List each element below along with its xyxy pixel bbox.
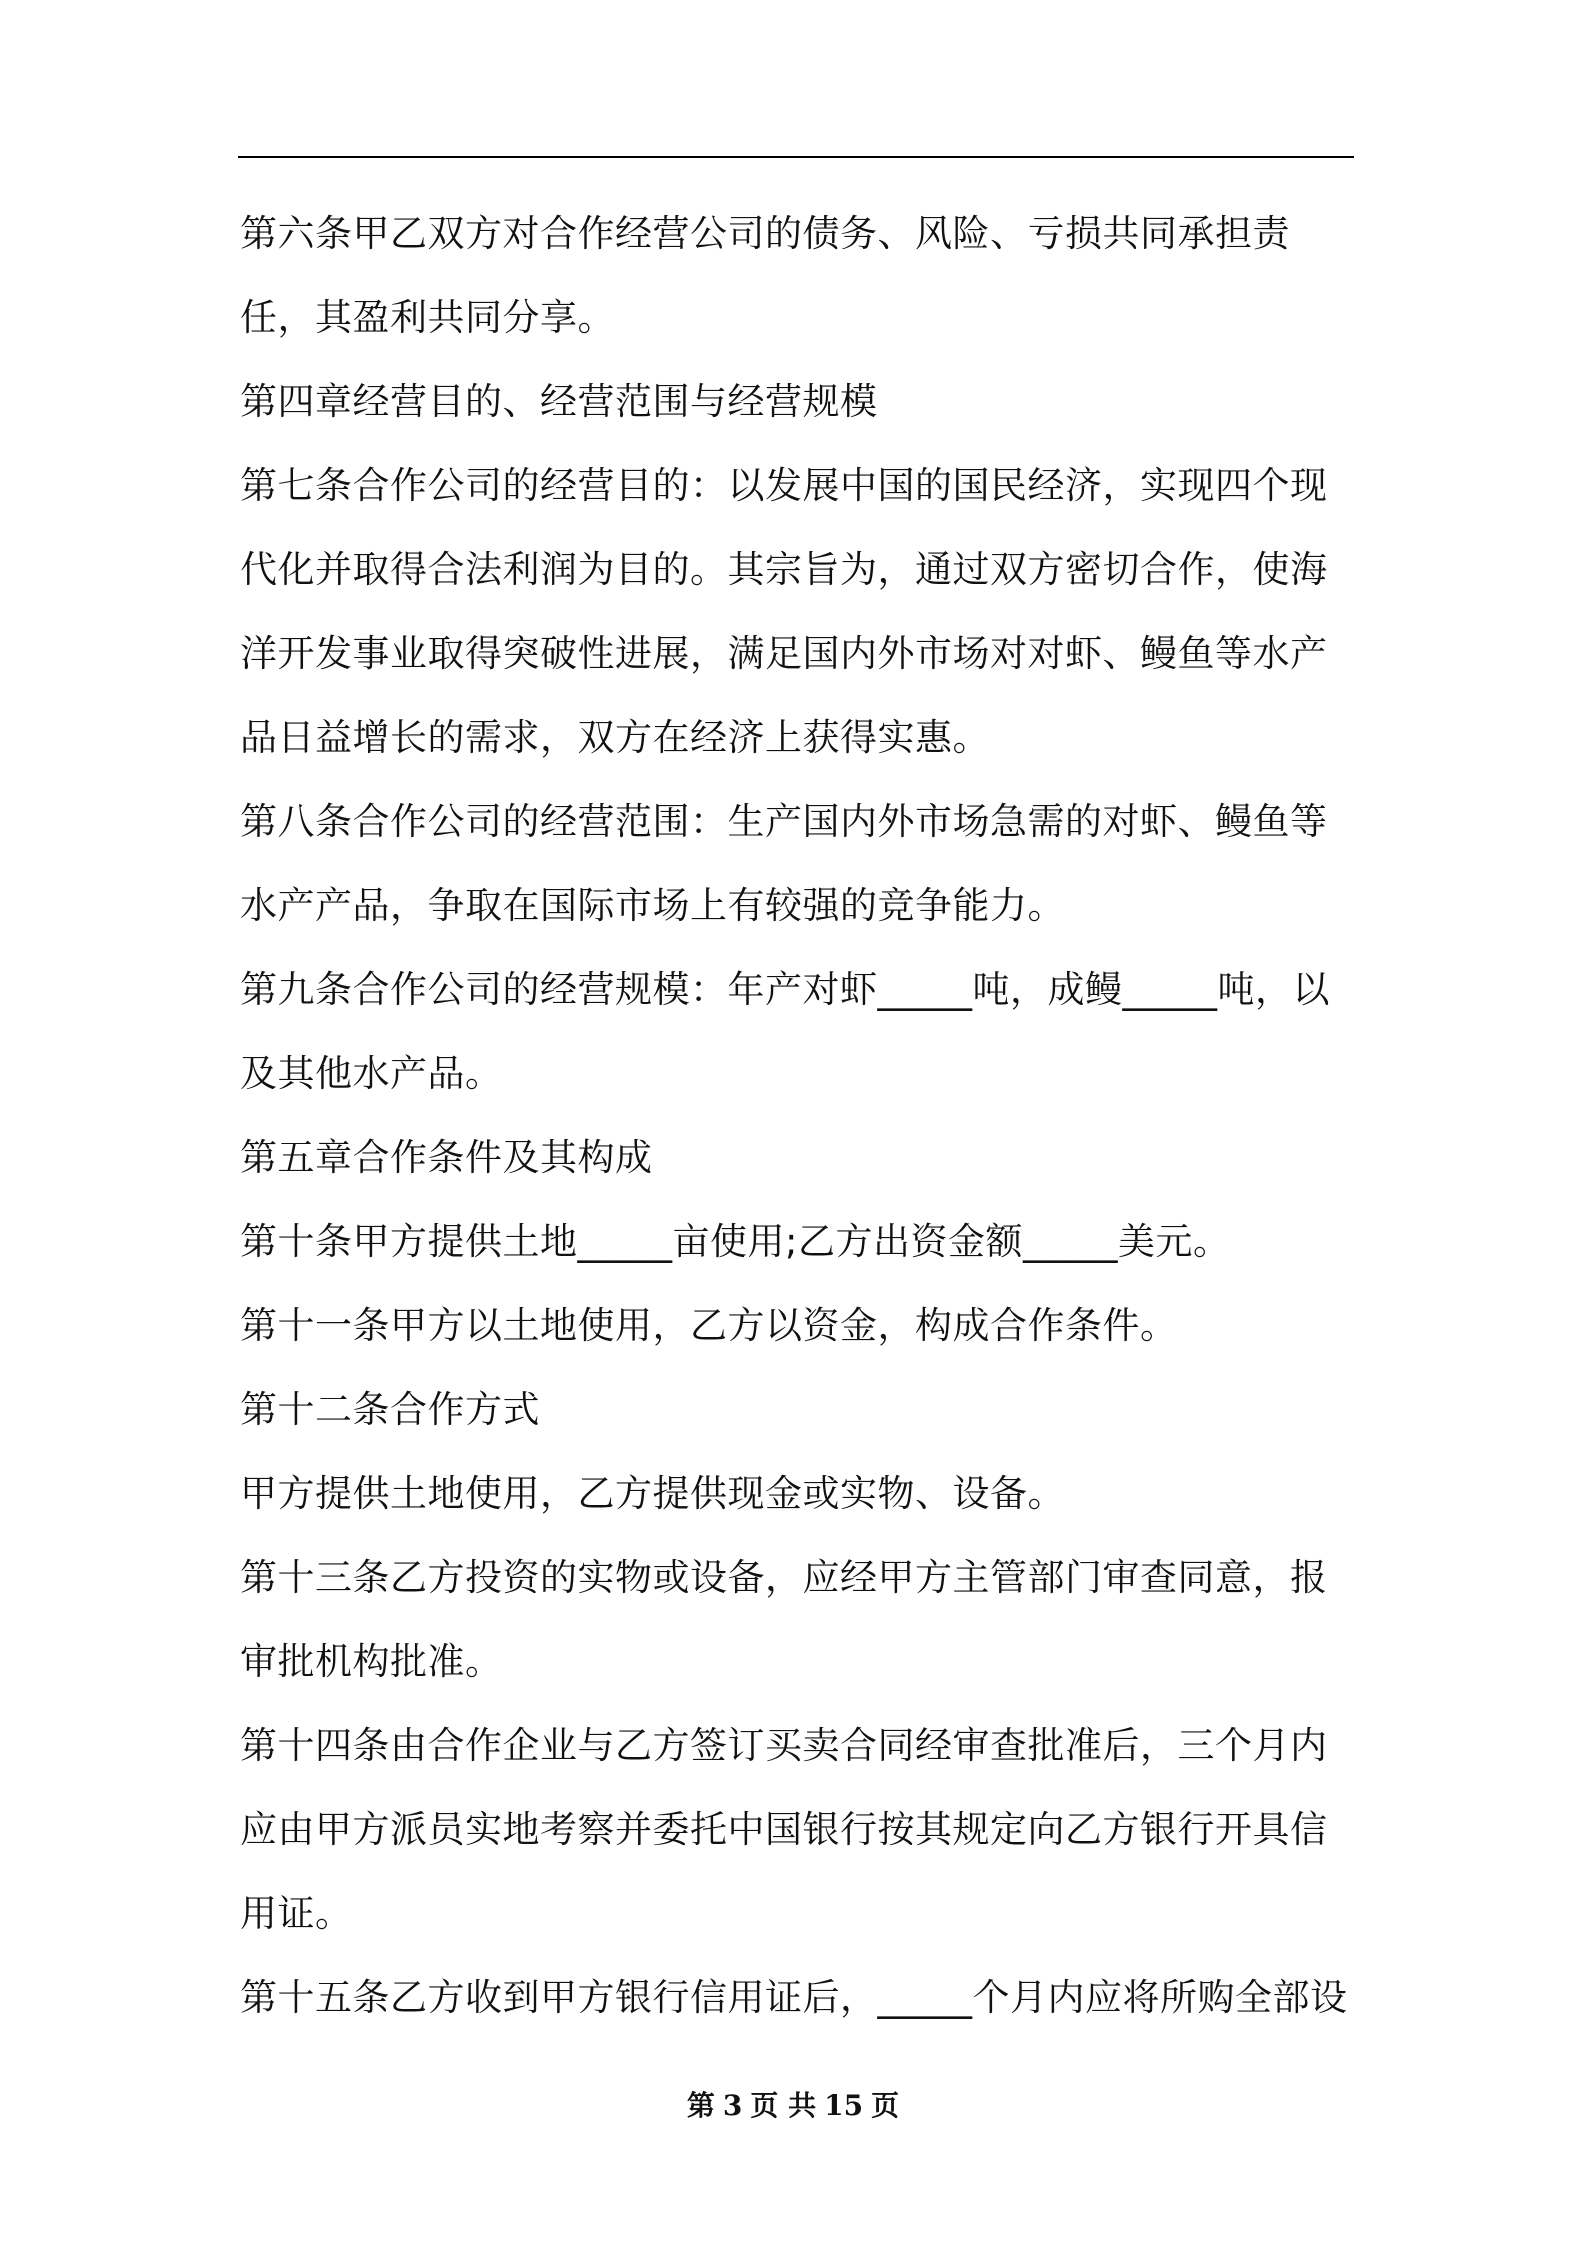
- article-7: 第七条合作公司的经营目的：以发展中国的国民经济，实现四个现代化并取得合法利润为目的。其宗旨为，通过双方密切合作，使海洋开发事业取得突破性进展，满足国内外市场对对虾、鳗鱼等水产品日益增长的需求，双方在经济上获得实惠。: [240, 464, 1328, 759]
- article-10: 第十条甲方提供土地_____亩使用;乙方出资金额_____美元。: [240, 1220, 1231, 1263]
- article-12: 第十二条合作方式: [240, 1388, 540, 1431]
- page-footer: [0, 2088, 1586, 2124]
- article-14: 第十四条由合作企业与乙方签订买卖合同经审查批准后，三个月内应由甲方派员实地考察并委托中国银行按其规定向乙方银行开具信用证。: [240, 1724, 1328, 1935]
- footer-total-pages: 15: [824, 2089, 864, 2122]
- article-9: 第九条合作公司的经营规模：年产对虾_____吨，成鳗_____吨，以及其他水产品。: [240, 968, 1330, 1095]
- footer-middle: 页 共: [750, 2089, 817, 2122]
- document-body: [240, 192, 1356, 2040]
- article-8: 第八条合作公司的经营范围：生产国内外市场急需的对虾、鳗鱼等水产产品，争取在国际市场上有较强的竞争能力。: [240, 800, 1328, 927]
- article-11: 第十一条甲方以土地使用，乙方以资金，构成合作条件。: [240, 1304, 1178, 1347]
- footer-prefix: 第: [686, 2089, 715, 2122]
- article-15: 第十五条乙方收到甲方银行信用证后，_____个月内应将所购全部设: [240, 1976, 1348, 2019]
- footer-suffix: 页: [871, 2089, 900, 2122]
- article-6: 第六条甲乙双方对合作经营公司的债务、风险、亏损共同承担责任，其盈利共同分享。: [240, 212, 1290, 339]
- chapter-5-heading: 第五章合作条件及其构成: [240, 1136, 653, 1179]
- chapter-4-heading: 第四章经营目的、经营范围与经营规模: [240, 380, 878, 423]
- article-13: 第十三条乙方投资的实物或设备，应经甲方主管部门审查同意，报审批机构批准。: [240, 1556, 1328, 1683]
- header-rule: [238, 156, 1354, 158]
- footer-current-page: 3: [722, 2089, 743, 2122]
- article-12-detail: 甲方提供土地使用，乙方提供现金或实物、设备。: [240, 1472, 1065, 1515]
